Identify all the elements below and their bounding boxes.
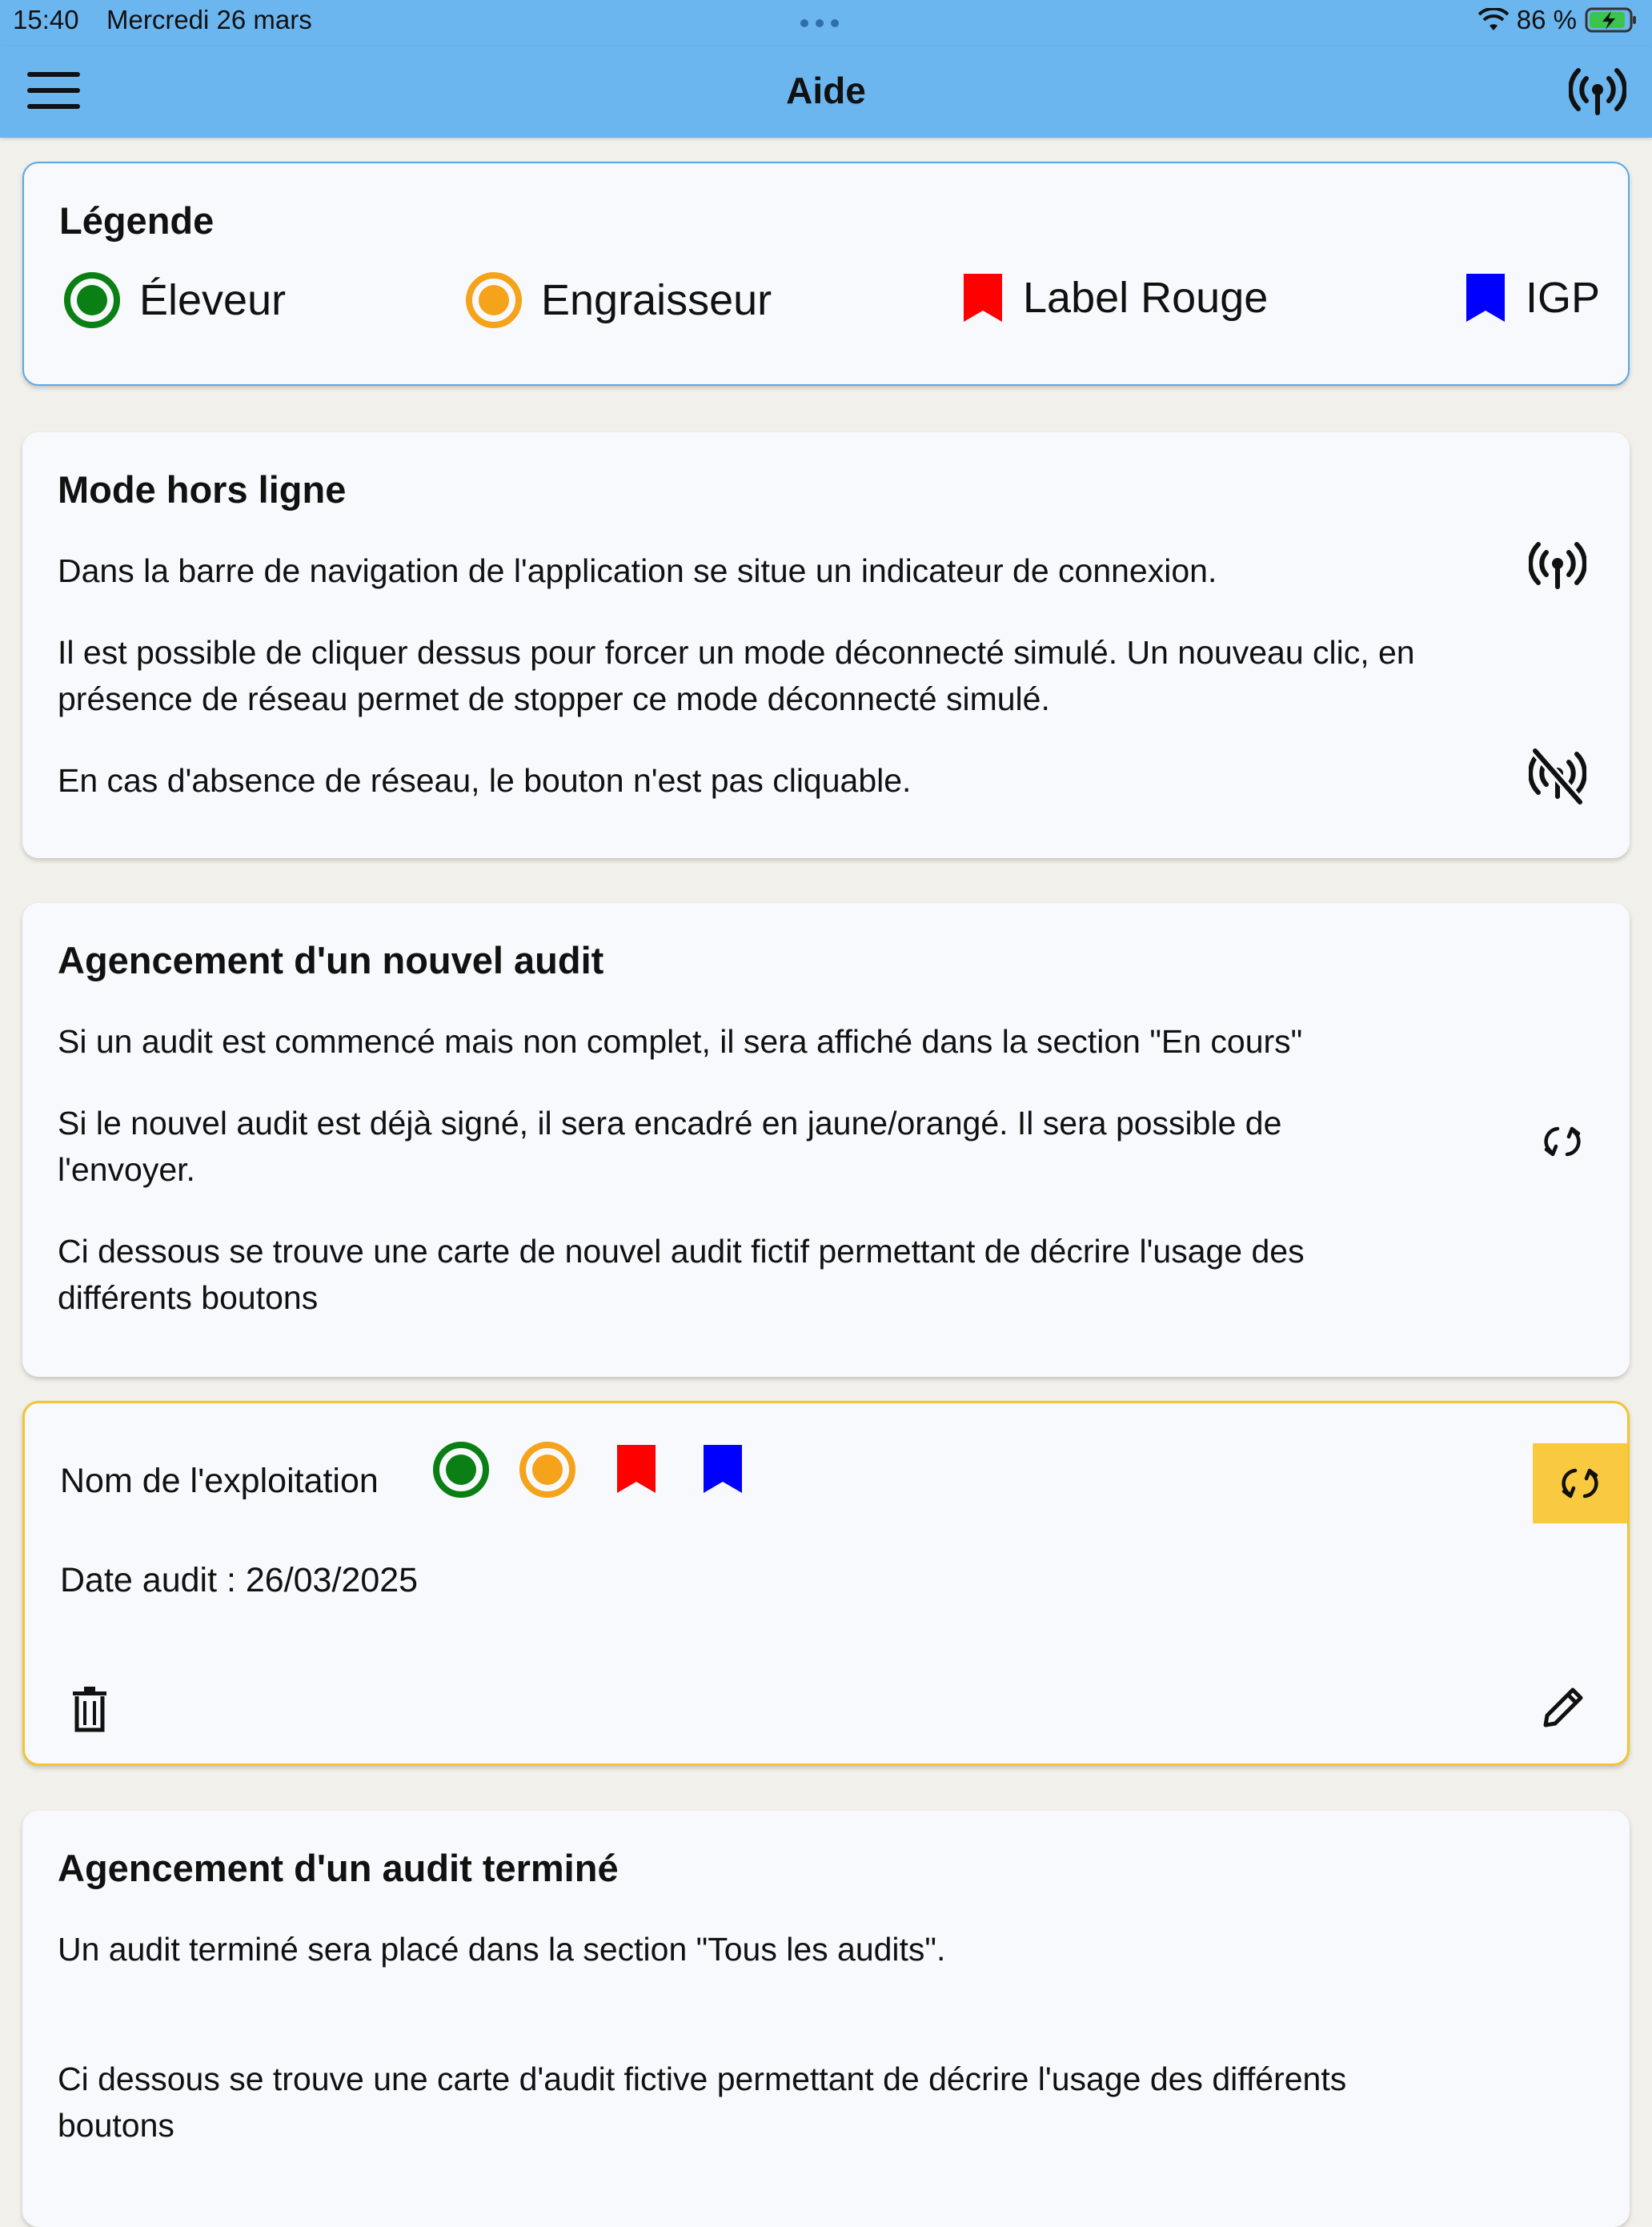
- offline-title: Mode hors ligne: [58, 468, 347, 511]
- new-audit-text-2b: l'envoyer.: [58, 1151, 195, 1188]
- new-audit-title: Agencement d'un nouvel audit: [58, 939, 604, 981]
- trash-icon[interactable]: [70, 1685, 110, 1733]
- completed-audit-text-1: Un audit terminé sera placé dans la section "Tous les audits".: [58, 1931, 946, 1968]
- legend-label: Éleveur: [139, 276, 287, 324]
- new-audit-text-2a: Si le nouvel audit est déjà signé, il sera encadré en jaune/orangé. Il sera possible de: [58, 1105, 1282, 1142]
- offline-text-1: Dans la barre de navigation de l'application se situe un indicateur de connexion.: [58, 552, 1217, 589]
- radio-orange-icon: [466, 272, 522, 328]
- new-audit-text-3b: différents boutons: [58, 1279, 319, 1316]
- legend-label: IGP: [1526, 274, 1601, 322]
- navigation-bar: [0, 46, 1652, 138]
- legend-item-igp: [1465, 272, 1600, 323]
- bookmark-blue-icon: [702, 1443, 744, 1495]
- legend-title: Légende: [59, 199, 215, 242]
- new-audit-text-1: Si un audit est commencé mais non complet, il sera affiché dans la section "En cours": [58, 1023, 1303, 1060]
- legend-item-label-rouge: [962, 272, 1268, 323]
- page-title: Aide: [786, 70, 866, 111]
- radio-green-icon: [433, 1442, 489, 1498]
- edit-pencil-icon[interactable]: [1539, 1683, 1587, 1731]
- legend-item-engraisseur: [466, 272, 772, 328]
- battery-charging-icon: [1585, 6, 1638, 34]
- completed-audit-title: Agencement d'un audit terminé: [58, 1847, 619, 1889]
- radio-orange-icon: [519, 1442, 575, 1498]
- legend-label: Engraisseur: [541, 276, 772, 324]
- bookmark-red-icon: [615, 1443, 657, 1495]
- offline-text-3: En cas d'absence de réseau, le bouton n'est pas cliquable.: [58, 762, 912, 799]
- farm-name: Nom de l'exploitation: [60, 1462, 379, 1500]
- status-bar: [0, 0, 1652, 46]
- audit-date: Date audit : 26/03/2025: [60, 1561, 419, 1599]
- sample-audit-card[interactable]: [22, 1401, 1630, 1766]
- status-time: 15:40: [13, 5, 79, 34]
- offline-text-2b: présence de réseau permet de stopper ce mode déconnecté simulé.: [58, 680, 1050, 717]
- radio-green-icon: [64, 272, 120, 328]
- bookmark-red-icon: [962, 272, 1004, 323]
- completed-audit-text-2b: boutons: [58, 2107, 174, 2144]
- new-audit-text-3a: Ci dessous se trouve une carte de nouvel audit fictif permettant de décrire l'usage des: [58, 1233, 1305, 1270]
- battery-percentage: 86 %: [1516, 5, 1577, 34]
- completed-audit-layout-card: [22, 1811, 1630, 2227]
- offline-mode-card: [22, 432, 1630, 858]
- legend-card: [22, 162, 1630, 386]
- status-date: Mercredi 26 mars: [106, 5, 312, 34]
- connection-indicator-icon[interactable]: [1569, 64, 1626, 122]
- completed-audit-text-2a: Ci dessous se trouve une carte d'audit fictive permettant de décrire l'usage des différents: [58, 2060, 1347, 2097]
- sync-icon: [1559, 1463, 1601, 1504]
- bookmark-blue-icon: [1465, 272, 1506, 323]
- offline-text-2a: Il est possible de cliquer dessus pour forcer un mode déconnecté simulé. Un nouveau clic, en: [58, 634, 1415, 671]
- wifi-icon: [1478, 8, 1509, 32]
- new-audit-layout-card: [22, 903, 1630, 1377]
- send-sync-button[interactable]: [1533, 1443, 1627, 1523]
- connection-indicator-icon: [1529, 538, 1586, 596]
- legend-item-eleveur: [64, 272, 286, 328]
- sync-icon: [1542, 1121, 1583, 1162]
- legend-label: Label Rouge: [1023, 274, 1269, 322]
- multitasking-dots-icon[interactable]: [800, 19, 839, 27]
- connection-off-icon: [1529, 748, 1586, 805]
